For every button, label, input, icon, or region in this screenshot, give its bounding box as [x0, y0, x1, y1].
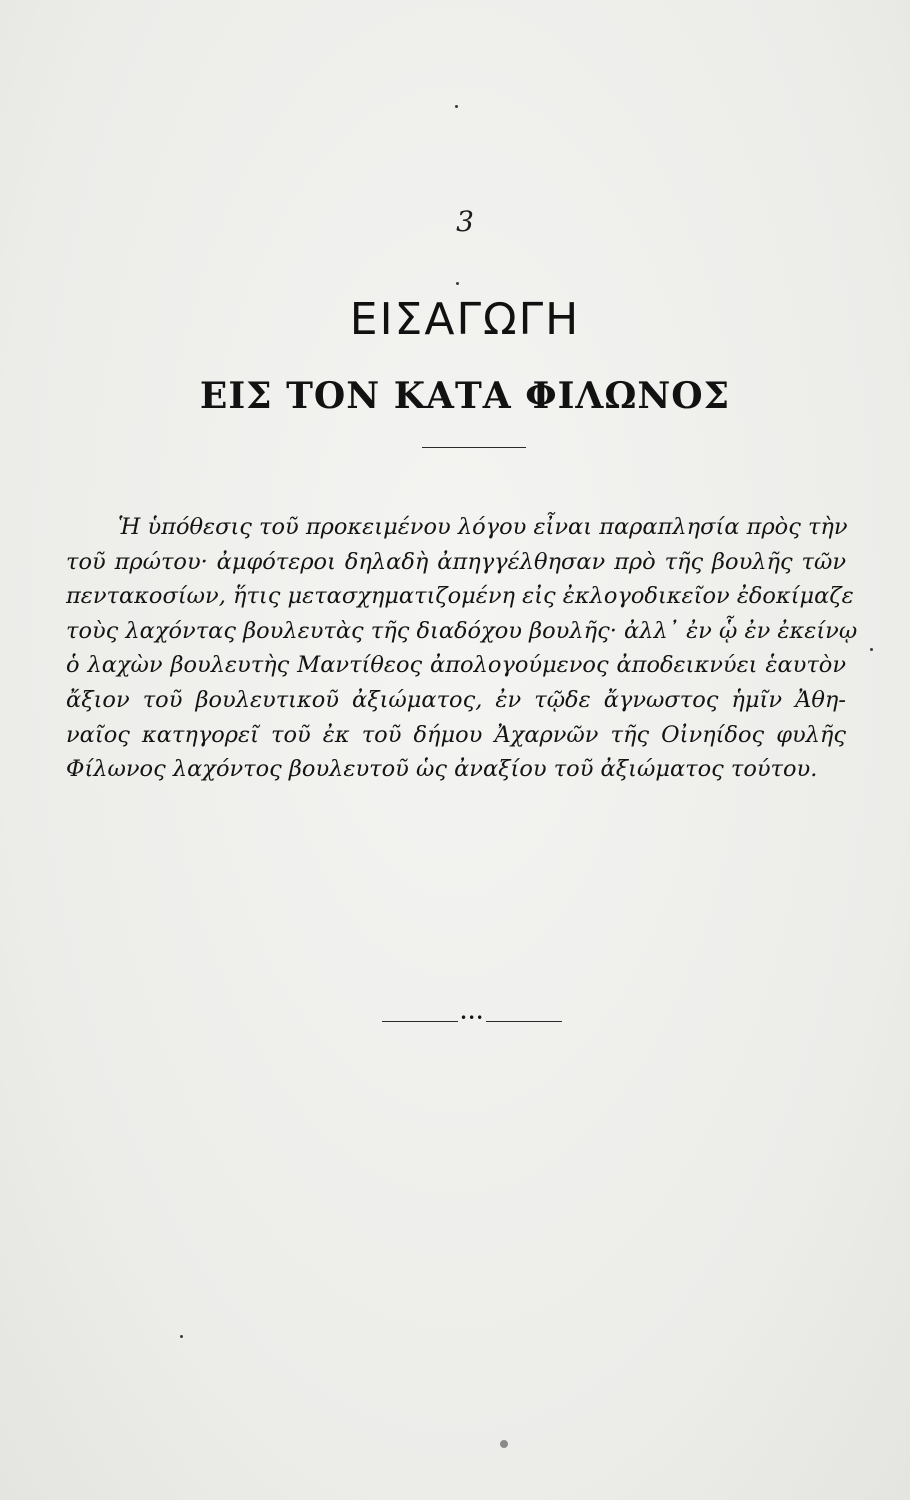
paragraph-line: ὁ λαχὼν βουλευτὴς Μαντίθεος ἀπολογούμενος ἀποδεικνύει ἑαυτὸν [66, 652, 846, 679]
paper-speck [500, 1440, 508, 1448]
paper-speck [870, 648, 873, 651]
paragraph-line: πεντακοσίων, ἥτις μετασχηματιζομένη εἰς ἐκλογοδικεῖον ἐδοκίμαζε [66, 583, 854, 610]
title-divider [422, 447, 526, 448]
paper-speck [180, 1335, 183, 1338]
page-title: ΕΙΣΑΓΩΓΗ [349, 294, 581, 345]
paragraph-line: ἄξιον τοῦ βουλευτικοῦ ἀξιώματος, ἐν τῷδε ἄγνωστος ἡμῖν Ἀθη- [66, 686, 846, 713]
page-subtitle: ΕΙΣ ΤΟΝ ΚΑΤΑ ΦΙΛΩΝΟΣ [199, 375, 731, 417]
paper-speck [455, 105, 458, 108]
ornament-dots: ••• [460, 1011, 485, 1025]
ornament-rule-right [486, 1021, 562, 1022]
introduction-paragraph [66, 510, 858, 787]
paragraph-line: Ἡ ὑπόθεσις τοῦ προκειμένου λόγου εἶναι παραπλησία πρὸς τὴν [118, 514, 848, 540]
paragraph-line: ναῖος κατηγορεῖ τοῦ ἐκ τοῦ δήμου Ἀχαρνῶν τῆς Οἰνηίδος φυλῆς [66, 721, 846, 748]
end-ornament [382, 1011, 562, 1025]
paper-speck [456, 282, 459, 285]
page-number: 3 [456, 205, 474, 238]
ornament-rule-left [382, 1021, 458, 1022]
paragraph-line: τοῦ πρώτου· ἀμφότεροι δηλαδὴ ἀπηγγέλθησαν πρὸ τῆς βουλῆς τῶν [66, 548, 846, 575]
paragraph-line: τοὺς λαχόντας βουλευτὰς τῆς διαδόχου βουλῆς· ἀλλ᾽ ἐν ᾧ ἐν ἐκείνῳ [66, 617, 858, 644]
paragraph-line: Φίλωνος λαχόντος βουλευτοῦ ὡς ἀναξίου τοῦ ἀξιώματος τούτου. [66, 756, 818, 783]
